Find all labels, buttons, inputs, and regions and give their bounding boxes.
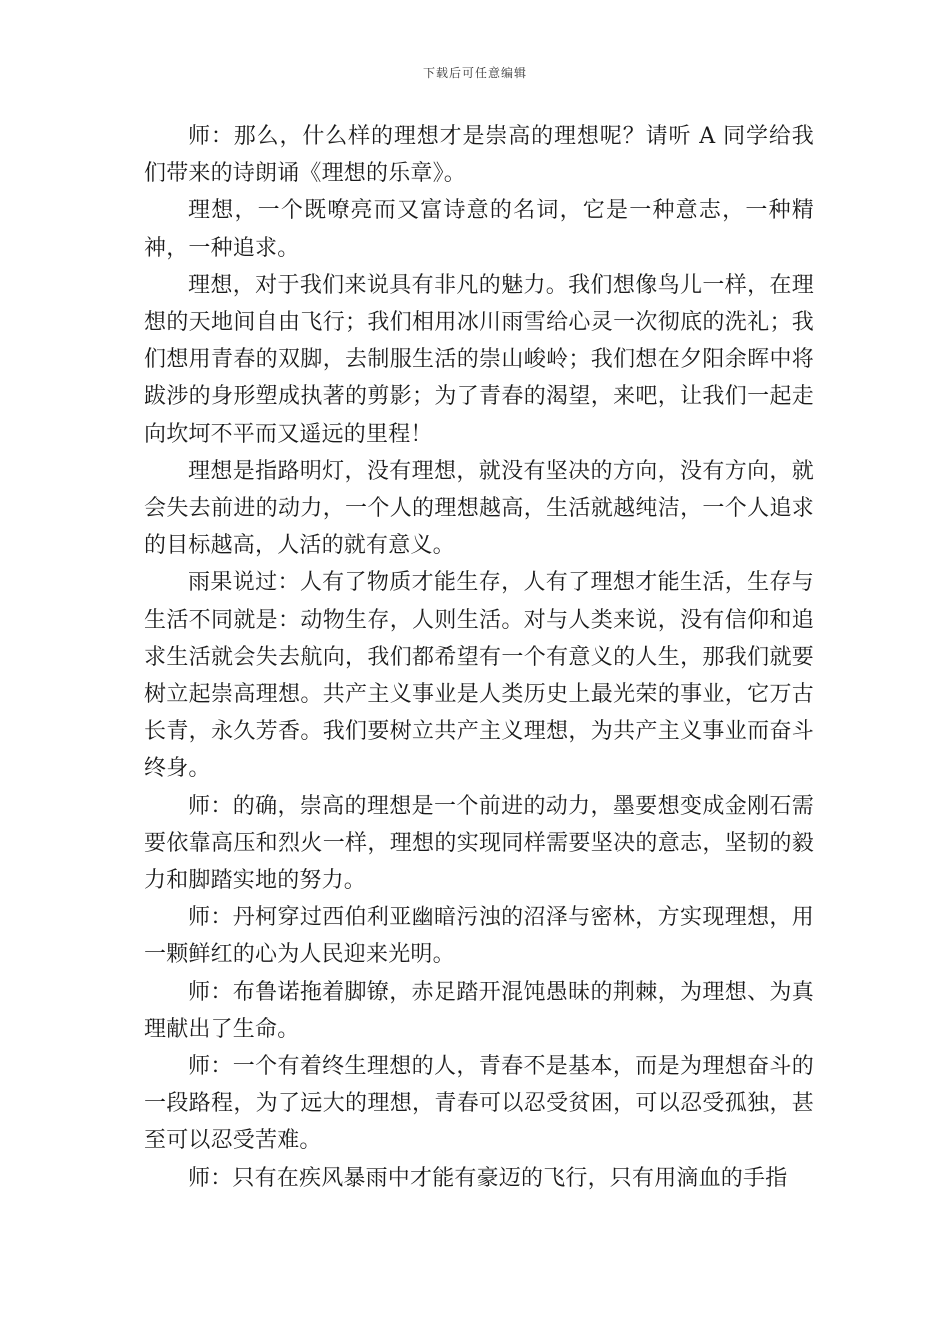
paragraph-7: 师：丹柯穿过西伯利亚幽暗污浊的沼泽与密林，方实现理想，用一颗鲜红的心为人民迎来光明。 [144,905,814,968]
paragraph-8: 师：布鲁诺拖着脚镣，赤足踏开混饨愚昧的荆棘，为理想、为真理献出了生命。 [144,979,814,1042]
paragraph-3: 理想，对于我们来说具有非凡的魅力。我们想像鸟儿一样，在理想的天地间自由飞行；我们相用冰川雨雪给心灵一次彻底的洗礼；我们想用青春的双脚，去制服生活的崇山峻岭；我们想在夕阳余晖中将跋涉的身形塑成执著的剪影；为了青春的渴望，来吧，让我们一起走向坎坷不平而又遥远的里程！ [144,272,814,447]
document-body [144,118,814,1197]
paragraph-6: 师：的确，崇高的理想是一个前进的动力，墨要想变成金刚石需要依靠高压和烈火一样，理想的实现同样需要坚决的意志，坚韧的毅力和脚踏实地的努力。 [144,793,814,894]
paragraph-9: 师：一个有着终生理想的人，青春不是基本，而是为理想奋斗的一段路程，为了远大的理想，青春可以忍受贫困，可以忍受孤独，甚至可以忍受苦难。 [144,1054,814,1154]
page-header: 下载后可任意编辑 [422,66,527,80]
paragraph-5: 雨果说过：人有了物质才能生存，人有了理想才能生活，生存与生活不同就是：动物生存，人则生活。对与人类来说，没有信仰和追求生活就会失去航向，我们都希望有一个有意义的人生，那我们就要树立起崇高理想。共产主义事业是人类历史上最光荣的事业，它万古长青，永久芳香。我们要树立共产主义理想，为共产主义事业而奋斗终身。 [144,570,814,782]
paragraph-1: 师：那么，什么样的理想才是崇高的理想呢？请听 A 同学给我们带来的诗朗诵《理想的乐章》。 [144,124,814,187]
paragraph-4: 理想是指路明灯，没有理想，就没有坚决的方向，没有方向，就会失去前进的动力，一个人的理想越高，生活就越纯洁，一个人追求的目标越高，人活的就有意义。 [144,458,814,559]
paragraph-10: 师：只有在疾风暴雨中才能有豪迈的飞行，只有用滴血的手指 [188,1165,788,1191]
paragraph-2: 理想，一个既嘹亮而又富诗意的名词，它是一种意志，一种精神，一种追求。 [144,198,814,261]
